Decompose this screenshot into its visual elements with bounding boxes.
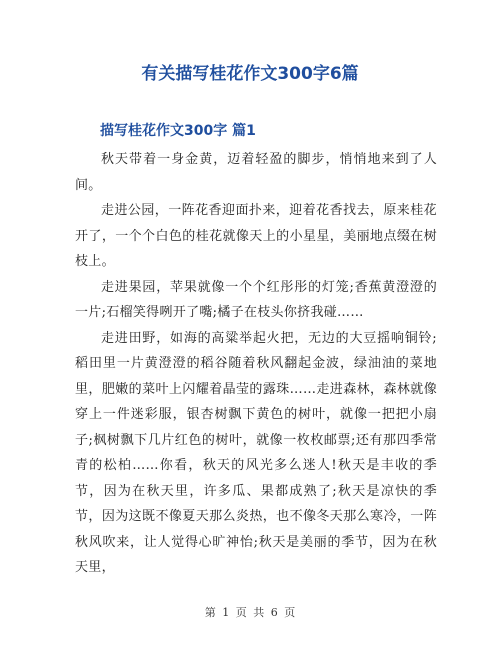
article-body (75, 147, 437, 581)
paragraph-1: 秋天带着一身金黄，迈着轻盈的脚步，悄悄地来到了人间。 (75, 152, 437, 193)
page-title: 有关描写桂花作文300字6篇 (141, 64, 359, 84)
paragraph-3: 走进果园，苹果就像一个个红彤彤的灯笼;香蕉黄澄澄的一片;石榴笑得咧开了嘴;橘子在枝头你挤我碰…… (75, 279, 437, 320)
section-heading: 描写桂花作文300字 篇1 (100, 123, 256, 139)
paragraph-4: 走进田野，如海的高粱举起火把，无边的大豆摇响铜铃;稻田里一片黄澄澄的稻谷随着秋风翻起金波，绿油油的菜地里，肥嫩的菜叶上闪耀着晶莹的露珠……走进森林，森林就像穿上一件迷彩服，银杏树飘下黄色的树叶，就像一把把小扇子;枫树飘下几片红色的树叶，就像一枚枚邮票;还有那四季常青的松柏……你看，秋天的风光多么迷人!秋天是丰收的季节，因为在秋天里，许多瓜、果都成熟了;秋天是凉快的季节，因为这既不像夏天那么炎热，也不像冬天那么寒冷，一阵秋风吹来，让人觉得心旷神怡;秋天是美丽的季节，因为在秋天里， (75, 330, 437, 575)
page-number-footer: 第 1 页 共 6 页 (204, 606, 296, 619)
paragraph-2: 走进公园，一阵花香迎面扑来，迎着花香找去，原来桂花开了，一个个白色的桂花就像天上的小星星，美丽地点缀在树枝上。 (75, 203, 437, 269)
